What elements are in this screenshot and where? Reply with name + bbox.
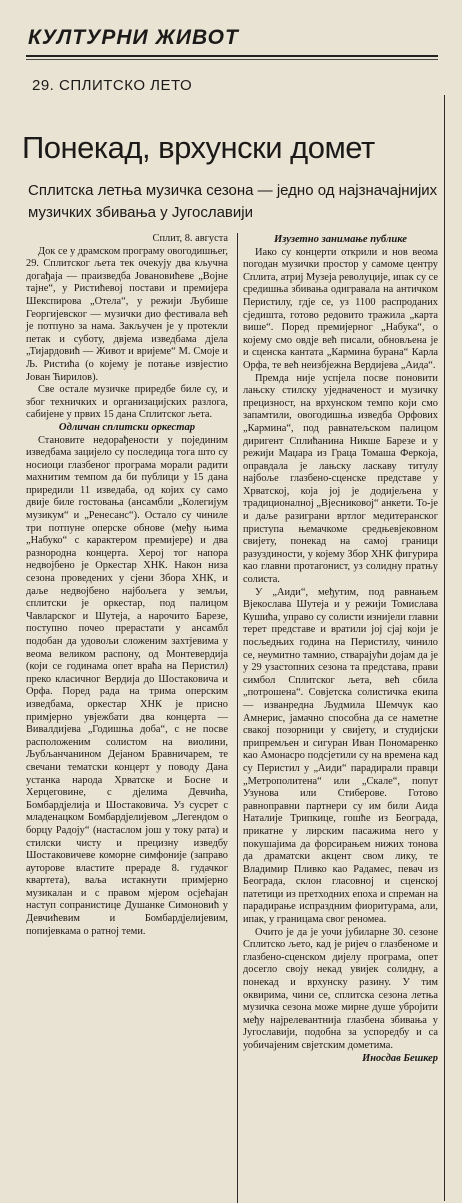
paragraph: Све остале музичке приредбе биле су, и због техничких и организацијских разлога, сабијене у првих 15 дана Сплитског љета.: [26, 384, 228, 421]
article-kicker: 29. СПЛИТСКО ЛЕТО: [32, 77, 193, 94]
article-headline: Понекад, врхунски домет: [22, 130, 375, 165]
column-border-left: [237, 233, 238, 1203]
paragraph: У „Аиди“, међутим, под равнањем Вјекослава Шутеја и у режији Томислава Кушића, управо су солисти изнијели главни терет представе и вратили јој сјај који је посљедњих година на Перистилу, чинило се, неумитно тамнио, стварајући дојам да је у 29 узастопних сезона та представа, прави симбол Сплитског љета, већ сбила „потрошена“. Совјетска солистичка екипа — изванредна Људмила Шемчук као Амнерис, јамачно способна да се наметне свакој позорници у свијету, и студијски припремљен и сигуран Иван Пономаренко као Амонасро подсјетили су на времена кад су Перистил у „Аиди“ парадирали правци „Метрополитена“ или „Скале“, попут Узунова или Стиберове. Готово равноправни партнери су им били Аида Наталије Трипкице, гошће из Београда, прикатне у лирским пасажима него у покушајима да форсирањем нижих тонова да драматски акцент свом лику, те Владимир Пливко као Радамес, певач из Београда, склон гласовној и сценској патетици из претходних епоха и спреман на парадирање испраздним фиоритурама, али, ипак, у границама свог реномеа.: [243, 586, 438, 926]
paragraph: Док се у драмском програму овогодишњег, 29. Сплитског љета тек очекују два кључна догађаја — праизведба Јовановићеве „Војне тајне“, у Ристићевој постави и премијера Шекспирова „Отела“, у режији Љубише Георгијевског — музички дио фестивала већ је потпуно за нама. Закључен је у протекли петак и суботу, двјема изведбама дјела „Тијардовић — Живот и вријеме“ М. Смоје и Љ. Ристића (о којему је потање извјестио Јован Ћирилов).: [26, 245, 228, 383]
paragraph: Очито је да је уочи јубиларне 30. сезоне Сплитско љето, кад је ријеч о глазбеноме и глазбено-сценском дијелу програма, опет досегло своју некад увијек солидну, а понекад и врхунску разину. У тим оквирима, чини се, сплитска сезона летња музичка сезона може мирне душе убројити међу најрелевантнија глазбена збивања у Југославији, подобна за успоредбу и са уобичајеним свјетским дометима.: [243, 926, 438, 1051]
paragraph: Иако су концерти открили и нов веома погодан музички простор у самоме центру Сплита, атриј Музеја револуције, ипак су се средишња збивања одигравала на античком Перистилу, гдје се, уз 1100 распроданих сједишта, готово редовито тражила „карта више“. Поред премијерног „Набука“, о којему смо овдје већ писали, обновљена је и сценска кантата „Кармина бурана“ Карла Орфа, те већ неизбјежна Вердијева „Аида“.: [243, 246, 438, 371]
right-subtitle: Изузетно занимање публике: [274, 234, 407, 245]
right-column: [243, 234, 438, 1065]
rubric-rule-thin: [26, 59, 438, 60]
left-column: [26, 233, 228, 938]
section-rubric: КУЛТУРНИ ЖИВОТ: [28, 26, 239, 49]
left-subtitle: Одличан сплитски оркестар: [58, 421, 196, 433]
author-signature: Иносдав Бешкер: [362, 1052, 438, 1064]
article-subhead: Сплитска летња музичка сезона — једно од најзначајнијих музичких збивања у Југославији: [28, 182, 438, 221]
dateline: Сплит, 8. августа: [152, 233, 228, 244]
rubric-rule: [26, 55, 438, 57]
paragraph: Премда није успјела посве поновити лањску стилску уједначеност и музичку прецизност, на врхунском темпо који смо запамтили, овогодишња изведба Орфових „Кармина“, под равнатељском палицом диригент Сплићанина Никше Барезе и у режији Маџара из Граца Томаша Феркоја, оправдала је лањску ласкаву титулу најбоље глазбено-сценске представе у Хрватској, која јој је додијељена у традиционалној „Вјесниковој“ анкети. То-је и даље разиграни вртлог медитеранског приступа њемачкоме средњевјековном свијету, понекад на самој граници разуздиности, у којему Збор ХНК фигурира као главни протагонист, уз солидну пратњу солиста.: [243, 372, 438, 586]
paragraph: Становите недорађености у појединим изведбама зацијело су последица тога што су носиоци глазбеног програма морали радити махнитим темпом да би публици у 15 дана приредили 11 изведаба, од којих су само двије биле гостовања (ансамбли „Колегијум музикум“ и „Ренесанс“). Остало су чиниле три потпуне оперске обнове (међу њима „Набуко“ с карактером премијере) и два разнородна концерта. Херој тог напора недвојбено је Оркестар ХНК. Након низа сезона проведених у сјени Збора ХНК, и даље недвојбено најбољега у земљи, сплитски је оркестар, под палицом Чавларског и Шутеја, а нарочито Барезе, поступно почео прерастати у ансамбл подобан да удовољи сложеним захтјевима у веома великом распону, од Монтевердија (који се годинама опет враћа на Перистил) преко класичног Вердија до Шостаковича и Орфа. Поред рада на трима оперским изведбама, оркестар ХНК је присно примјерно увјежбати два концерта — Вивалдијева „Годишња доба“, с не посве расположеним солистом на виолини, Љубљанчанином Дејаном Бравничарем, те свечани тематски концерт у поводу Дана устанка народа Хрватске и Босне и Херцеговине, с дјелима Девчића, Бомбардјелија и Шостаковича. Уз сусрет с младенацком Бомбардјелијевом „Легендом о борцу Радоју“ (настаслом још у току рата) и стилски чисту и прецизну изведбу Шостаковичеве коморне симфоније (заправо ауторове властите прераде 8. гудачког квартета), ваља истакнути примјерно музикалан и с правом мјером осјећајан наступ сопранистице Душанке Симоновић у Девчићевим и Бомбардјелијевим, попијевкама о ратној теми.: [26, 434, 228, 937]
column-border-right: [444, 95, 445, 1201]
